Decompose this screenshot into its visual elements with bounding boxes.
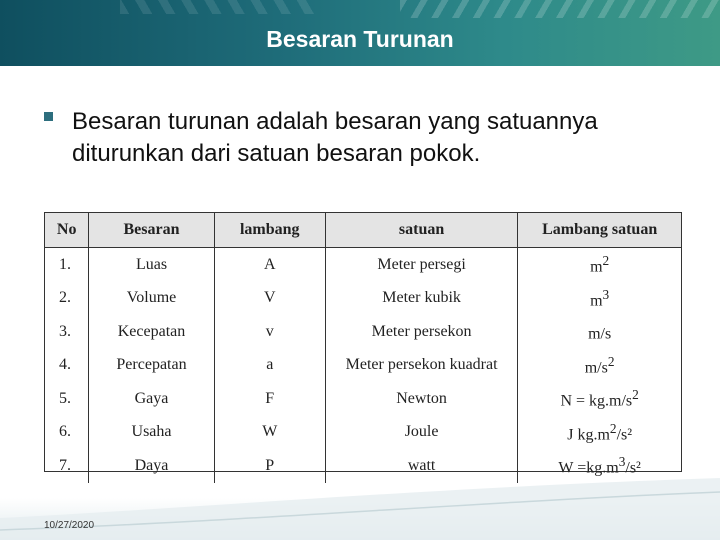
footer-date: 10/27/2020	[44, 520, 95, 531]
unit-base: m	[590, 258, 603, 276]
unit-exponent: 3	[602, 286, 610, 302]
unit-base: m	[590, 291, 603, 309]
table-row	[45, 382, 681, 416]
table-header-row	[45, 213, 681, 248]
cell-lambang-satuan	[518, 315, 681, 349]
unit-suffix: /s²	[616, 425, 633, 443]
cell-besaran: Usaha	[89, 416, 214, 450]
cell-satuan: Joule	[325, 416, 517, 450]
unit-base: m/s	[588, 325, 612, 343]
cell-besaran: Luas	[89, 248, 214, 282]
cell-no: 2.	[45, 282, 89, 316]
table-row	[45, 282, 681, 316]
cell-besaran: Volume	[89, 282, 214, 316]
header-lambang: lambang	[214, 213, 325, 248]
header-decoration	[400, 0, 720, 18]
cell-satuan: watt	[325, 449, 517, 483]
slide-title: Besaran Turunan	[266, 26, 454, 52]
unit-exponent: 2	[632, 387, 639, 403]
cell-lambang-satuan	[518, 282, 681, 316]
cell-lambang: P	[214, 449, 325, 483]
cell-lambang-satuan	[518, 349, 681, 383]
units-table	[45, 213, 681, 483]
unit-exponent: 2	[607, 353, 615, 369]
cell-lambang: F	[214, 382, 325, 416]
cell-no: 5.	[45, 382, 89, 416]
cell-no: 6.	[45, 416, 89, 450]
cell-besaran: Percepatan	[89, 349, 214, 383]
table-row	[45, 416, 681, 450]
cell-lambang: A	[214, 248, 325, 282]
cell-no: 4.	[45, 349, 89, 383]
unit-exponent: 2	[609, 420, 617, 436]
header-lambang-satuan: Lambang satuan	[518, 213, 681, 248]
unit-exponent: 3	[618, 454, 626, 470]
title-bar	[0, 0, 720, 66]
cell-lambang-satuan	[518, 382, 681, 416]
unit-exponent: 2	[602, 253, 610, 269]
cell-satuan: Meter persekon	[325, 315, 517, 349]
cell-lambang: W	[214, 416, 325, 450]
footer-swoosh	[0, 478, 720, 540]
cell-besaran: Kecepatan	[89, 315, 214, 349]
table-row	[45, 349, 681, 383]
header-no: No	[45, 213, 89, 248]
cell-besaran: Gaya	[89, 382, 214, 416]
cell-satuan: Meter persekon kuadrat	[325, 349, 517, 383]
bullet-text: Besaran turunan adalah besaran yang satuannya diturunkan dari satuan besaran pokok.	[72, 108, 598, 167]
cell-lambang: a	[214, 349, 325, 383]
table-row	[45, 315, 681, 349]
unit-suffix: /s²	[625, 459, 641, 477]
unit-base: N = kg.m/s	[560, 392, 633, 410]
cell-besaran: Daya	[89, 449, 214, 483]
cell-satuan: Newton	[325, 382, 517, 416]
units-table-container	[44, 212, 682, 477]
header-besaran: Besaran	[89, 213, 214, 248]
cell-no: 3.	[45, 315, 89, 349]
cell-lambang: v	[214, 315, 325, 349]
header-satuan: satuan	[325, 213, 517, 248]
cell-satuan: Meter persegi	[325, 248, 517, 282]
bullet-square-icon	[44, 112, 53, 121]
header-decoration	[120, 0, 320, 14]
table-row	[45, 248, 681, 282]
cell-no: 1.	[45, 248, 89, 282]
cell-lambang-satuan	[518, 416, 681, 450]
cell-satuan: Meter kubik	[325, 282, 517, 316]
unit-base: m/s	[584, 358, 608, 376]
unit-base: W =kg.m	[558, 459, 619, 477]
unit-base: J kg.m	[567, 425, 610, 443]
cell-no: 7.	[45, 449, 89, 483]
cell-lambang-satuan	[518, 248, 681, 282]
cell-lambang: V	[214, 282, 325, 316]
